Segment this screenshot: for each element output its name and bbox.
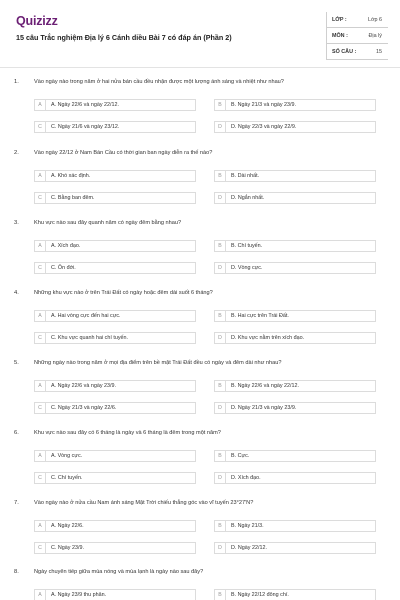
option-b[interactable] — [214, 170, 376, 182]
option-a[interactable] — [34, 310, 196, 322]
option-b[interactable] — [214, 240, 376, 252]
option-letter: D — [215, 543, 226, 553]
option-letter: B — [215, 241, 226, 251]
option-b[interactable] — [214, 450, 376, 462]
option-a[interactable] — [34, 450, 196, 462]
option-c[interactable] — [34, 262, 196, 274]
meta-value-count: 15 — [376, 49, 382, 55]
question-number: 4. — [14, 290, 19, 296]
option-text: C. Ôn đới. — [51, 265, 76, 271]
option-text: B. Hai cực trên Trái Đất. — [231, 313, 289, 319]
option-d[interactable] — [214, 121, 376, 133]
option-text: C. Chí tuyến. — [51, 475, 83, 481]
page-title: 15 câu Trắc nghiệm Địa lý 6 Cánh diều Bài 7 có đáp án (Phần 2) — [16, 33, 232, 42]
option-letter: D — [215, 473, 226, 483]
option-c[interactable] — [34, 542, 196, 554]
quizizz-logo: Quizizz — [16, 14, 58, 28]
option-a[interactable] — [34, 170, 196, 182]
question-2 — [0, 150, 400, 210]
option-letter: C — [35, 193, 46, 203]
option-letter: D — [215, 193, 226, 203]
header-separator — [0, 67, 400, 68]
question-text: Vào ngày nào trong năm ở hai nửa bán cầu đều nhận được một lượng ánh sáng và nhiệt như nhau? — [34, 79, 284, 85]
option-d[interactable] — [214, 192, 376, 204]
option-letter: D — [215, 263, 226, 273]
option-text: B. Dài nhất. — [231, 173, 260, 179]
option-a[interactable] — [34, 99, 196, 111]
question-6 — [0, 430, 400, 490]
option-text: C. Ngày 21/3 và ngày 22/6. — [51, 405, 117, 411]
option-letter: A — [35, 100, 46, 110]
option-letter: D — [215, 333, 226, 343]
option-letter: C — [35, 263, 46, 273]
option-b[interactable] — [214, 310, 376, 322]
option-letter: C — [35, 403, 46, 413]
option-text: D. Ngày 22/3 và ngày 22/9. — [231, 124, 297, 130]
option-letter: A — [35, 521, 46, 531]
option-letter: A — [35, 311, 46, 321]
meta-key-grade: LỚP : — [332, 17, 347, 23]
option-text: D. Vòng cực. — [231, 265, 263, 271]
option-d[interactable] — [214, 472, 376, 484]
option-letter: C — [35, 333, 46, 343]
option-letter: A — [35, 241, 46, 251]
option-a[interactable] — [34, 240, 196, 252]
option-letter: B — [215, 311, 226, 321]
question-number: 8. — [14, 569, 19, 575]
option-d[interactable] — [214, 542, 376, 554]
option-d[interactable] — [214, 332, 376, 344]
option-text: C. Bằng ban đêm. — [51, 195, 95, 201]
option-letter: A — [35, 451, 46, 461]
question-text: Những khu vực nào ở trên Trái Đất có ngày hoặc đêm dài suốt 6 tháng? — [34, 290, 213, 296]
question-3 — [0, 220, 400, 280]
option-text: A. Ngày 22/6 và ngày 22/12. — [51, 102, 120, 108]
question-text: Những ngày nào trong năm ở mọi địa điểm trên bề mặt Trái Đất đều có ngày và đêm dài như nhau? — [34, 360, 282, 366]
option-b[interactable] — [214, 589, 376, 600]
question-7 — [0, 500, 400, 560]
option-letter: B — [215, 171, 226, 181]
option-text: B. Ngày 22/6 và ngày 22/12. — [231, 383, 300, 389]
option-letter: C — [35, 473, 46, 483]
option-text: B. Ngày 21/3 và ngày 23/9. — [231, 102, 297, 108]
option-letter: D — [215, 403, 226, 413]
meta-table — [326, 12, 388, 60]
question-text: Vào ngày 22/12 ở Nam Bán Cầu có thời gian ban ngày diễn ra thế nào? — [34, 150, 213, 156]
option-text: D. Xích đạo. — [231, 475, 261, 481]
option-c[interactable] — [34, 192, 196, 204]
option-text: A. Ngày 22/6. — [51, 523, 84, 529]
meta-key-subject: MÔN : — [332, 33, 348, 39]
option-letter: B — [215, 521, 226, 531]
option-text: A. Khó xác định. — [51, 173, 91, 179]
option-text: D. Ngắn nhất. — [231, 195, 265, 201]
option-text: A. Ngày 23/9 thu phân. — [51, 592, 107, 598]
option-c[interactable] — [34, 332, 196, 344]
option-letter: B — [215, 100, 226, 110]
option-a[interactable] — [34, 520, 196, 532]
question-number: 7. — [14, 500, 19, 506]
question-number: 3. — [14, 220, 19, 226]
option-a[interactable] — [34, 380, 196, 392]
option-a[interactable] — [34, 589, 196, 600]
option-text: B. Chí tuyến. — [231, 243, 263, 249]
question-number: 6. — [14, 430, 19, 436]
option-text: D. Ngày 22/12. — [231, 545, 267, 551]
option-text: C. Ngày 23/9. — [51, 545, 84, 551]
option-letter: C — [35, 122, 46, 132]
option-b[interactable] — [214, 380, 376, 392]
question-text: Khu vực nào sau đây có 6 tháng là ngày và 6 tháng là đêm trong một năm? — [34, 430, 221, 436]
meta-row-grade — [326, 12, 388, 28]
question-number: 1. — [14, 79, 19, 85]
option-letter: B — [215, 451, 226, 461]
option-text: B. Ngày 22/12 đông chí. — [231, 592, 289, 598]
meta-key-count: SỐ CÂU : — [332, 49, 357, 55]
question-5 — [0, 360, 400, 420]
question-text: Vào ngày nào ở nửa cầu Nam ánh sáng Mặt Trời chiếu thẳng góc vào vĩ tuyến 23°27'N? — [34, 500, 254, 506]
option-letter: A — [35, 171, 46, 181]
meta-row-subject — [326, 28, 388, 44]
question-8 — [0, 569, 400, 600]
option-letter: D — [215, 122, 226, 132]
question-text: Ngày chuyển tiếp giữa mùa nóng và mùa lạnh là ngày nào sau đây? — [34, 569, 204, 575]
option-text: D. Khu vực nằm trên xích đạo. — [231, 335, 305, 341]
option-text: D. Ngày 21/3 và ngày 23/9. — [231, 405, 297, 411]
option-c[interactable] — [34, 402, 196, 414]
question-text: Khu vực nào sau đây quanh năm có ngày đêm bằng nhau? — [34, 220, 182, 226]
meta-value-grade: Lớp 6 — [367, 17, 382, 23]
option-b[interactable] — [214, 99, 376, 111]
option-c[interactable] — [34, 121, 196, 133]
option-text: A. Xích đạo. — [51, 243, 81, 249]
option-letter: A — [35, 590, 46, 600]
option-d[interactable] — [214, 262, 376, 274]
option-letter: C — [35, 543, 46, 553]
option-text: A. Ngày 22/6 và ngày 23/9. — [51, 383, 117, 389]
question-number: 2. — [14, 150, 19, 156]
option-text: A. Vòng cực. — [51, 453, 83, 459]
question-number: 5. — [14, 360, 19, 366]
option-letter: A — [35, 381, 46, 391]
option-c[interactable] — [34, 472, 196, 484]
worksheet-header — [0, 0, 400, 66]
question-4 — [0, 290, 400, 350]
option-letter: B — [215, 590, 226, 600]
option-d[interactable] — [214, 402, 376, 414]
option-text: C. Khu vực quanh hai chí tuyến. — [51, 335, 129, 341]
question-1 — [0, 79, 400, 139]
meta-row-count — [326, 44, 388, 60]
option-text: B. Cực. — [231, 453, 250, 459]
option-b[interactable] — [214, 520, 376, 532]
option-letter: B — [215, 381, 226, 391]
meta-value-subject: Địa lý — [368, 33, 382, 39]
option-text: A. Hai vòng cực đến hai cực. — [51, 313, 121, 319]
option-text: B. Ngày 21/3. — [231, 523, 264, 529]
option-text: C. Ngày 21/6 và ngày 23/12. — [51, 124, 120, 130]
